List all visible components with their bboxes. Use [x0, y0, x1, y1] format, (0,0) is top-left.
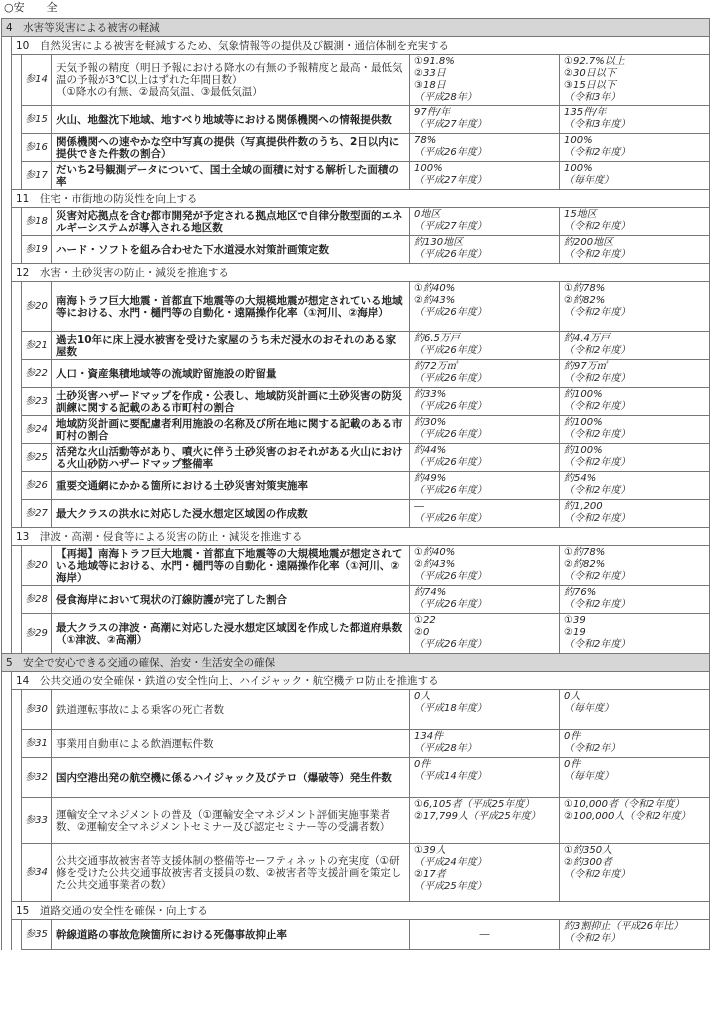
indent-cell	[2, 528, 12, 546]
indent-cell	[2, 134, 12, 162]
table-row	[2, 546, 710, 586]
row-description: ハード・ソフトを組み合わせた下水道浸水対策計画策定数	[52, 236, 410, 264]
row-ref: 参32	[22, 758, 52, 798]
row-target-value: ①約78% ②約82% （令和2年度）	[560, 282, 710, 332]
indent-cell	[2, 798, 12, 844]
indent-cell	[2, 106, 12, 134]
indent-cell	[12, 134, 22, 162]
section-label: 5 安全で安心できる交通の確保、治安・生活安全の確保	[2, 654, 710, 672]
indent-cell	[2, 730, 12, 758]
row-target-value: 135件/年 （令和3年度）	[560, 106, 710, 134]
row-target-value: ①39 ②19 （令和2年度）	[560, 614, 710, 654]
section-header	[2, 19, 710, 37]
row-description: 最大クラスの津波・高潮に対応した浸水想定区域図を作成した都道府県数（①津波、②高潮）	[52, 614, 410, 654]
row-description: 幹線道路の事故危険箇所における死傷事故抑止率	[52, 920, 410, 950]
indent-cell	[2, 844, 12, 902]
subsection-header	[2, 528, 710, 546]
row-target-value: 約76% （令和2年度）	[560, 586, 710, 614]
indent-cell	[12, 586, 22, 614]
row-base-value: 約33% （平成26年度）	[410, 388, 560, 416]
row-ref: 参16	[22, 134, 52, 162]
subsection-header	[2, 902, 710, 920]
indent-cell	[2, 37, 12, 55]
row-ref: 参20	[22, 546, 52, 586]
table-row	[2, 332, 710, 360]
indent-cell	[12, 55, 22, 106]
indent-cell	[2, 264, 12, 282]
row-target-value: 約54% （令和2年度）	[560, 472, 710, 500]
indent-cell	[12, 106, 22, 134]
row-description: 鉄道運転事故による乗客の死亡者数	[52, 690, 410, 730]
row-description: 【再掲】南海トラフ巨大地震・首都直下地震等の大規模地震が想定されている地域等における、水門・樋門等の自動化・遠隔操作化率（①河川、②海岸）	[52, 546, 410, 586]
indent-cell	[2, 920, 12, 950]
table-row	[2, 444, 710, 472]
subsection-header	[2, 264, 710, 282]
indent-cell	[2, 614, 12, 654]
page-title: ○安 全	[4, 1, 58, 14]
indent-cell	[2, 208, 12, 236]
table-row	[2, 690, 710, 730]
subsection-header	[2, 672, 710, 690]
row-description: 最大クラスの洪水に対応した浸水想定区域図の作成数	[52, 500, 410, 528]
indent-cell	[2, 360, 12, 388]
indent-cell	[12, 282, 22, 332]
row-target-value: 約100% （令和2年度）	[560, 416, 710, 444]
row-ref: 参14	[22, 55, 52, 106]
row-base-value: ― （平成26年度）	[410, 500, 560, 528]
row-base-value: ①6,105者（平成25年度） ②17,799人（平成25年度）	[410, 798, 560, 844]
indent-cell	[12, 758, 22, 798]
row-target-value: ①約350人 ②約300者 （令和2年度）	[560, 844, 710, 902]
row-target-value: 約1,200 （令和2年度）	[560, 500, 710, 528]
row-ref: 参31	[22, 730, 52, 758]
row-description: 侵食海岸において現状の汀線防護が完了した割合	[52, 586, 410, 614]
table-row	[2, 614, 710, 654]
row-description: 運輸安全マネジメントの普及（①運輸安全マネジメント評価実施事業者数、②運輸安全マネジメントセミナー及び認定セミナー等の受講者数）	[52, 798, 410, 844]
row-target-value: 0件 （毎年度）	[560, 758, 710, 798]
table-row	[2, 798, 710, 844]
table-row	[2, 55, 710, 106]
row-base-value: 97件/年 （平成27年度）	[410, 106, 560, 134]
row-ref: 参24	[22, 416, 52, 444]
row-base-value: 78% （平成26年度）	[410, 134, 560, 162]
row-ref: 参35	[22, 920, 52, 950]
indent-cell	[2, 332, 12, 360]
table-row	[2, 920, 710, 950]
indent-cell	[12, 500, 22, 528]
row-base-value: 約74% （平成26年度）	[410, 586, 560, 614]
row-description: 火山、地盤沈下地域、地すべり地域等における関係機関への情報提供数	[52, 106, 410, 134]
row-base-value: 約30% （平成26年度）	[410, 416, 560, 444]
table-row	[2, 844, 710, 902]
indent-cell	[12, 332, 22, 360]
subsection-label: 11 住宅・市街地の防災性を向上する	[12, 190, 710, 208]
row-ref: 参33	[22, 798, 52, 844]
row-base-value: ―	[410, 920, 560, 950]
row-base-value: ①約40% ②約43% （平成26年度）	[410, 546, 560, 586]
indent-cell	[12, 614, 22, 654]
row-target-value: 約100% （令和2年度）	[560, 388, 710, 416]
indent-cell	[12, 844, 22, 902]
indent-cell	[2, 444, 12, 472]
table-row	[2, 500, 710, 528]
row-description: 重要交通網にかかる箇所における土砂災害対策実施率	[52, 472, 410, 500]
table-row	[2, 472, 710, 500]
indent-cell	[12, 690, 22, 730]
subsection-label: 15 道路交通の安全性を確保・向上する	[12, 902, 710, 920]
row-ref: 参19	[22, 236, 52, 264]
row-description: 活発な火山活動等があり、噴火に伴う土砂災害のおそれがある火山における火山砂防ハザードマップ整備率	[52, 444, 410, 472]
row-ref: 参15	[22, 106, 52, 134]
table-row	[2, 106, 710, 134]
indent-cell	[12, 444, 22, 472]
row-ref: 参25	[22, 444, 52, 472]
indent-cell	[12, 920, 22, 950]
indent-cell	[2, 672, 12, 690]
indent-cell	[2, 236, 12, 264]
subsection-label: 10 自然災害による被害を軽減するため、気象情報等の提供及び観測・通信体制を充実する	[12, 37, 710, 55]
indent-cell	[12, 730, 22, 758]
row-ref: 参28	[22, 586, 52, 614]
indent-cell	[12, 360, 22, 388]
table-row	[2, 208, 710, 236]
subsection-header	[2, 37, 710, 55]
row-target-value: 100% （令和2年度）	[560, 134, 710, 162]
row-target-value: ①約78% ②約82% （令和2年度）	[560, 546, 710, 586]
indent-cell	[12, 798, 22, 844]
row-target-value: 約100% （令和2年度）	[560, 444, 710, 472]
row-ref: 参26	[22, 472, 52, 500]
row-ref: 参20	[22, 282, 52, 332]
subsection-label: 13 津波・高潮・侵食等による災害の防止・減災を推進する	[12, 528, 710, 546]
indicator-table	[1, 18, 710, 950]
subsection-label: 14 公共交通の安全確保・鉄道の安全性向上、ハイジャック・航空機テロ防止を推進する	[12, 672, 710, 690]
row-base-value: 0地区 （平成27年度）	[410, 208, 560, 236]
table-row	[2, 236, 710, 264]
row-target-value: ①92.7%以上 ②30日以下 ③15日以下 （令和3年）	[560, 55, 710, 106]
row-description: 公共交通事故被害者等支援体制の整備等セーフティネットの充実度（①研修を受けた公共交通事故被害者支援員の数、②被害者等支援計画を策定した公共交通事業者の数）	[52, 844, 410, 902]
row-description: 人口・資産集積地域等の流域貯留施設の貯留量	[52, 360, 410, 388]
row-target-value: 約97万㎥ （令和2年度）	[560, 360, 710, 388]
table-row	[2, 134, 710, 162]
subsection-label: 12 水害・土砂災害の防止・減災を推進する	[12, 264, 710, 282]
row-target-value: 15地区 （令和2年度）	[560, 208, 710, 236]
row-description: 関係機関への速やかな空中写真の提供（写真提供件数のうち、2日以内に提供できた件数の割合）	[52, 134, 410, 162]
table-row	[2, 730, 710, 758]
row-base-value: 約72万㎥ （平成26年度）	[410, 360, 560, 388]
table-row	[2, 758, 710, 798]
row-base-value: ①22 ②0 （平成26年度）	[410, 614, 560, 654]
row-base-value: 約49% （平成26年度）	[410, 472, 560, 500]
row-base-value: 約44% （平成26年度）	[410, 444, 560, 472]
subsection-header	[2, 190, 710, 208]
indent-cell	[2, 690, 12, 730]
indent-cell	[2, 190, 12, 208]
table-row	[2, 360, 710, 388]
indent-cell	[2, 758, 12, 798]
indent-cell	[12, 208, 22, 236]
row-target-value: ①10,000者（令和2年度） ②100,000人（令和2年度）	[560, 798, 710, 844]
row-base-value: 100% （平成27年度）	[410, 162, 560, 190]
table-row	[2, 416, 710, 444]
indent-cell	[12, 388, 22, 416]
table-row	[2, 162, 710, 190]
row-description: 土砂災害ハザードマップを作成・公表し、地域防災計画に土砂災害の防災訓練に関する記載のある市町村の割合	[52, 388, 410, 416]
row-base-value: ①約40% ②約43% （平成26年度）	[410, 282, 560, 332]
row-description: 南海トラフ巨大地震・首都直下地震等の大規模地震が想定されている地域等における、水門・樋門等の自動化・遠隔操作化率（①河川、②海岸）	[52, 282, 410, 332]
indent-cell	[2, 500, 12, 528]
row-base-value: ①91.8% ②33日 ③18日 （平成28年）	[410, 55, 560, 106]
row-ref: 参22	[22, 360, 52, 388]
row-ref: 参21	[22, 332, 52, 360]
row-target-value: 100% （毎年度）	[560, 162, 710, 190]
table-row	[2, 282, 710, 332]
row-base-value: 134件 （平成28年）	[410, 730, 560, 758]
row-ref: 参27	[22, 500, 52, 528]
row-ref: 参34	[22, 844, 52, 902]
row-target-value: 0件 （令和2年）	[560, 730, 710, 758]
row-base-value: 0人 （平成18年度）	[410, 690, 560, 730]
row-target-value: 約3割抑止（平成26年比） （令和2年）	[560, 920, 710, 950]
table-row	[2, 586, 710, 614]
table-row	[2, 388, 710, 416]
indent-cell	[2, 416, 12, 444]
row-ref: 参18	[22, 208, 52, 236]
row-description: だいち2号観測データについて、国土全域の面積に対する解析した面積の率	[52, 162, 410, 190]
section-header	[2, 654, 710, 672]
indent-cell	[12, 546, 22, 586]
indent-cell	[2, 162, 12, 190]
indent-cell	[2, 902, 12, 920]
row-base-value: 約130地区 （平成26年度）	[410, 236, 560, 264]
row-description: 地域防災計画に要配慮者利用施設の名称及び所在地に関する記載のある市町村の割合	[52, 416, 410, 444]
indent-cell	[2, 388, 12, 416]
row-ref: 参17	[22, 162, 52, 190]
indent-cell	[2, 472, 12, 500]
indent-cell	[12, 472, 22, 500]
indent-cell	[12, 162, 22, 190]
row-description: 天気予報の精度（明日予報における降水の有無の予報精度と最高・最低気温の予報が3℃以上はずれた年間日数） （①降水の有無、②最高気温、③最低気温）	[52, 55, 410, 106]
row-description: 国内空港出発の航空機に係るハイジャック及びテロ（爆破等）発生件数	[52, 758, 410, 798]
row-ref: 参29	[22, 614, 52, 654]
indent-cell	[2, 546, 12, 586]
section-label: 4 水害等災害による被害の軽減	[2, 19, 710, 37]
row-ref: 参30	[22, 690, 52, 730]
row-ref: 参23	[22, 388, 52, 416]
row-description: 事業用自動車による飲酒運転件数	[52, 730, 410, 758]
indent-cell	[2, 586, 12, 614]
row-target-value: 約4.4万戸 （令和2年度）	[560, 332, 710, 360]
row-target-value: 0人 （毎年度）	[560, 690, 710, 730]
indent-cell	[12, 236, 22, 264]
row-base-value: 0件 （平成14年度）	[410, 758, 560, 798]
indent-cell	[2, 55, 12, 106]
indent-cell	[12, 416, 22, 444]
row-base-value: ①39人 （平成24年度） ②17者 （平成25年度）	[410, 844, 560, 902]
row-description: 過去10年に床上浸水被害を受けた家屋のうち未だ浸水のおそれのある家屋数	[52, 332, 410, 360]
indent-cell	[2, 282, 12, 332]
row-base-value: 約6.5万戸 （平成26年度）	[410, 332, 560, 360]
row-target-value: 約200地区 （令和2年度）	[560, 236, 710, 264]
row-description: 災害対応拠点を含む都市開発が予定される拠点地区で自律分散型面的エネルギーシステムが導入される地区数	[52, 208, 410, 236]
